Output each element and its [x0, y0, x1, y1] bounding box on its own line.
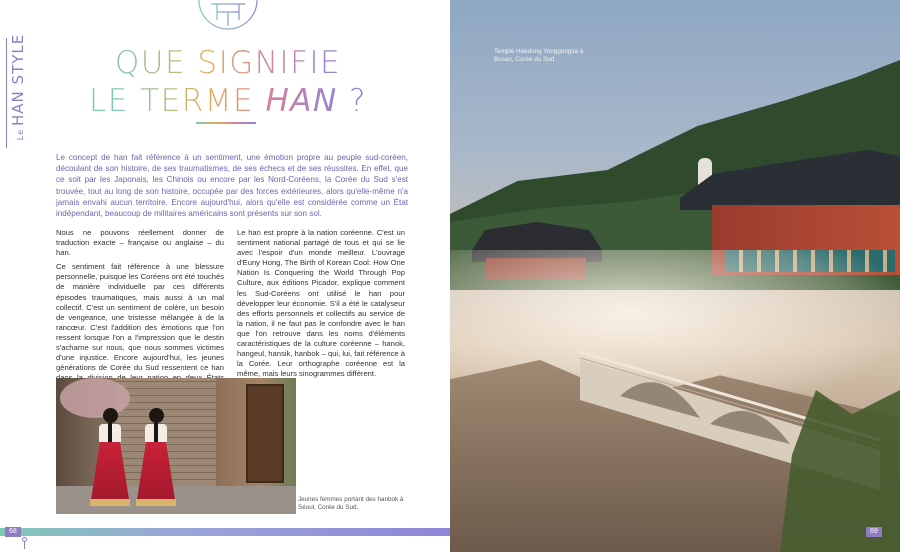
- column1-paragraph: Nous ne pouvons réellement donner de traduction exacte – française ou anglaise – du han.: [56, 228, 224, 258]
- woman-in-hanbok: [90, 408, 130, 506]
- intro-paragraph: Le concept de han fait référence à un sentiment, une émotion propre au peuple sud-coréen, découlant de son histoire, de ses traumatismes, de ses échecs et de ses réussites. En effet, que ce soit par les Japonais, les Chinois ou encore par les Nord-Coréens, la Corée du Sud s'est trouvée, tout au long de son histoire, occupée par des forces extérieures, alors qu'elle-même n'a jamais envahi aucun territoire. Encore aujourd'hui, alors qu'elle est considérée comme un État indépendant, beaucoup de militaires américains sont présents sur son sol.: [56, 153, 408, 219]
- woman-in-hanbok: [136, 408, 176, 506]
- footer-bar: [0, 528, 450, 536]
- page-number-left: 68: [5, 527, 21, 537]
- page-number-right: 69: [866, 527, 882, 537]
- wooden-door: [246, 384, 284, 483]
- title-line-2: [0, 82, 450, 120]
- photo-caption-right: Temple Haedong Yonggungsa à Busan, Corée du Sud.: [494, 48, 584, 64]
- column1-paragraph: Ce sentiment fait référence à une blessure personnelle, puisque les Coréens ont été touchés de manière individuelle par ces différents épisodes traumatiques, mais aussi à un mal collectif. C'est un sentiment de colère, un besoin de vengeance, une tristesse mélangée à de la rancœur. C'est l'addition des émotions que l'on ressent lorsque l'on a l'impression que le destin s'acharne sur nous, que nous sommes victimes d'une injustice. Encore aujourd'hui, les jeunes générations de Corée du Sud ressentent ce han: [56, 262, 224, 373]
- pin-icon: [22, 537, 27, 549]
- title-emphasis: HAN: [265, 83, 338, 119]
- title-line-2-prefix: LE TERME: [89, 83, 266, 119]
- section-label-small: Le: [16, 128, 25, 141]
- title-underline: [196, 122, 256, 124]
- korean-pattern-motif: [197, 0, 259, 32]
- title-line-1: QUE SIGNIFIE: [114, 45, 342, 81]
- page-title: [0, 44, 450, 120]
- text-column-2: [237, 228, 405, 383]
- photo-caption-left: Jeunes femmes portant des hanbok à Séoul, Corée du Sud.: [298, 496, 404, 512]
- column2-paragraph: Le han est propre à la nation coréenne. C'est un sentiment national partagé de tous et qui se lie avec l'espoir d'un monde meilleur. L'ouvrage d'Euny Hong, The Birth of Korean Cool: How One Nation Is Conquering the World Through Pop Culture, aux éditions Picador, explique comment les Sud-Coréens ont utilisé le han pour développer leur économie. S'il a été le catalyseur des efforts personnels et collectifs au service de la nation, il ne faut pas le confondre avec le han que l'on retrouve dans les noms d'éléments caractéristiques de la culture coréenne – hanok, hangeul, hansik, hanbok – qui, lui, fait référence à la Corée. Leur orthographe coréenne est la même, mais leurs sinogrammes diffèrent.: [237, 228, 405, 379]
- right-page-photo: [450, 0, 900, 552]
- text-column-1: [56, 228, 224, 398]
- hanbok-photo: [56, 378, 296, 514]
- title-line-2-suffix: ?: [337, 83, 367, 119]
